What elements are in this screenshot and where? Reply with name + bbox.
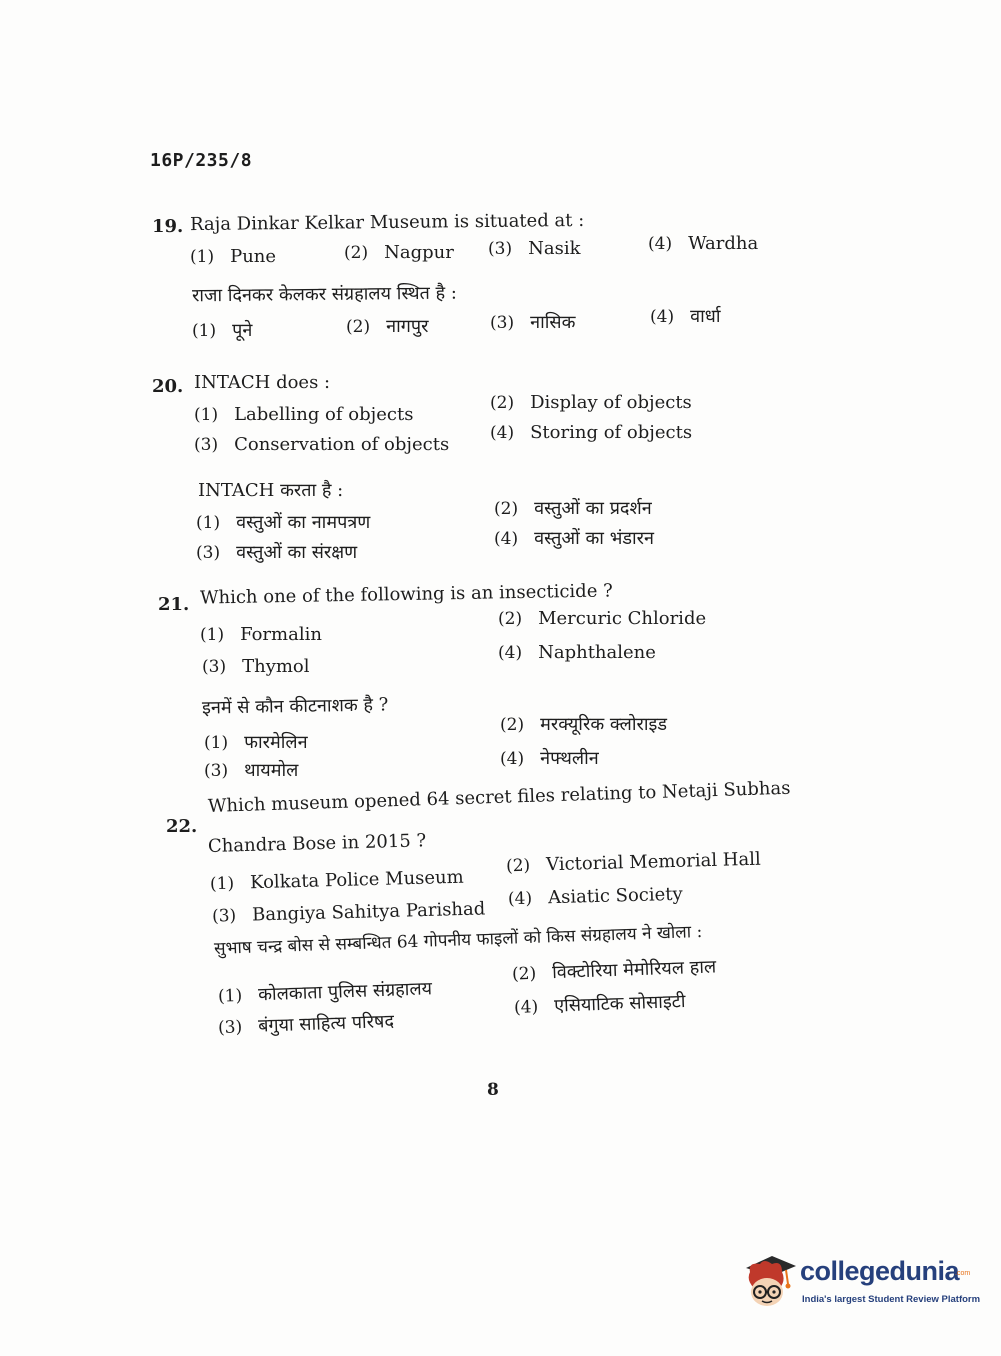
option (204, 758, 298, 782)
option (494, 526, 654, 550)
option-number: (2) (490, 393, 515, 413)
option-number: (3) (202, 657, 227, 677)
option-number: (1) (194, 405, 219, 425)
option-text: Formalin (240, 624, 322, 645)
mascot-icon (742, 1250, 798, 1312)
option-number: (3) (490, 313, 515, 333)
option-number: (4) (513, 997, 539, 1018)
collegedunia-watermark (742, 1250, 981, 1314)
option-text: नेफ्थलीन (540, 748, 599, 769)
option (650, 304, 721, 328)
question-number: 22. (166, 816, 198, 837)
option-text: विक्टोरिया मेमोरियल हाल (551, 956, 717, 984)
option-text: एसियाटिक सोसाइटी (553, 991, 686, 1017)
option-number: (1) (209, 873, 235, 895)
option-number: (3) (217, 1017, 243, 1039)
option-text: कोलकाता पुलिस संग्रहालय (257, 978, 433, 1006)
question-text-hi: सुभाष चन्द्र बोस से सम्बन्धित 64 गोपनीय फाइलों को किस संग्रहालय ने खोला : (213, 921, 703, 959)
option (194, 434, 449, 455)
option-number: (4) (650, 307, 675, 327)
question-text-en-line-2: Chandra Bose in 2015 ? (207, 830, 427, 857)
option-number: (4) (490, 423, 515, 443)
option-text: वस्तुओं का नामपत्रण (236, 512, 371, 533)
option-text: नासिक (530, 312, 576, 333)
option-number: (4) (648, 234, 673, 254)
option-text: Pune (230, 246, 277, 267)
page-number: 8 (487, 1080, 499, 1100)
brand-tagline: India's largest Student Review Platform (802, 1294, 981, 1305)
option-number: (3) (196, 543, 221, 563)
option (498, 642, 656, 663)
option-number: (2) (344, 243, 369, 263)
option (212, 898, 486, 926)
option-number: (2) (494, 499, 519, 519)
option (500, 712, 667, 736)
option-text: Conservation of objects (234, 434, 450, 455)
option-number: (2) (498, 609, 523, 629)
option-number: (3) (204, 761, 229, 781)
question-text-hi: INTACH करता है : (198, 480, 344, 501)
option-text: Nasik (528, 238, 581, 259)
option-text: वार्धा (690, 306, 721, 327)
option (194, 404, 413, 425)
option (498, 608, 706, 629)
paper-code: 16P/235/8 (150, 150, 253, 171)
option-number: (3) (194, 435, 219, 455)
option-number: (4) (500, 749, 525, 769)
question-number: 21. (158, 594, 190, 615)
option-number: (2) (346, 317, 371, 337)
option-number: (1) (200, 625, 225, 645)
option (514, 989, 686, 1019)
option (190, 246, 276, 267)
brand-name: collegedunia (800, 1256, 960, 1286)
option-text: वस्तुओं का भंडारन (534, 528, 654, 549)
option (508, 884, 683, 910)
option-number: (4) (507, 888, 533, 910)
question-text-en: Which one of the following is an insecticide ? (199, 580, 613, 609)
option-text: मरक्यूरिक क्लोराइड (540, 714, 668, 735)
option (490, 422, 692, 443)
question-text-en: INTACH does : (194, 372, 331, 393)
option-text: फारमेलिन (244, 732, 308, 753)
option (196, 510, 370, 534)
option (346, 314, 428, 338)
option-text: Kolkata Police Museum (249, 866, 464, 894)
option (196, 540, 357, 564)
option-number: (3) (211, 905, 237, 927)
option (490, 310, 575, 334)
option-text: Thymol (242, 656, 310, 677)
question-number: 19. (152, 216, 184, 237)
question-text-en-line-1: Which museum opened 64 secret files relating to Netaji Subhas (207, 777, 791, 817)
option-text: Labelling of objects (234, 404, 414, 425)
option-text: पूने (232, 320, 253, 341)
option (648, 233, 758, 254)
option (218, 1009, 395, 1039)
question-text-hi: राजा दिनकर केलकर संग्रहालय स्थित है : (191, 282, 457, 307)
option-number: (1) (204, 733, 229, 753)
option-number: (4) (498, 643, 523, 663)
option (512, 954, 717, 985)
option-text: Display of objects (530, 392, 692, 413)
option-number: (1) (217, 985, 243, 1007)
option-text: Nagpur (384, 242, 454, 263)
option-number: (2) (505, 855, 531, 877)
option (200, 624, 322, 645)
question-number: 20. (152, 376, 184, 397)
option-number: (1) (192, 321, 217, 341)
question-text-en: Raja Dinkar Kelkar Museum is situated at : (189, 209, 585, 236)
question-text-hi: इनमें से कौन कीटनाशक है ? (201, 694, 389, 719)
option-text: Storing of objects (530, 422, 693, 443)
option-number: (1) (190, 247, 215, 267)
option (490, 392, 692, 413)
option (204, 730, 308, 754)
option-text: वस्तुओं का संरक्षण (236, 542, 358, 563)
option-text: Wardha (688, 233, 759, 254)
option (192, 318, 252, 342)
option-text: Victorial Memorial Hall (545, 848, 761, 876)
option (500, 746, 599, 770)
option-number: (3) (488, 239, 513, 259)
option-text: Naphthalene (538, 642, 656, 663)
brand-com: .com (955, 1270, 971, 1277)
option (210, 867, 464, 895)
option-text: Mercuric Chloride (538, 608, 707, 629)
option-text: Asiatic Society (547, 883, 683, 909)
option-text: Bangiya Sahitya Parishad (251, 898, 486, 926)
option-number: (1) (196, 513, 221, 533)
option-number: (2) (511, 963, 537, 985)
option-number: (2) (500, 715, 525, 735)
option (202, 656, 310, 677)
option (344, 242, 454, 263)
option-text: वस्तुओं का प्रदर्शन (534, 498, 652, 519)
option-text: नागपुर (386, 316, 429, 337)
option (488, 238, 580, 259)
option (218, 976, 433, 1007)
option-number: (4) (494, 529, 519, 549)
option (494, 496, 652, 520)
option (506, 849, 761, 877)
option-text: बंगुया साहित्य परिषद (257, 1010, 395, 1037)
option-text: थायमोल (244, 760, 299, 781)
